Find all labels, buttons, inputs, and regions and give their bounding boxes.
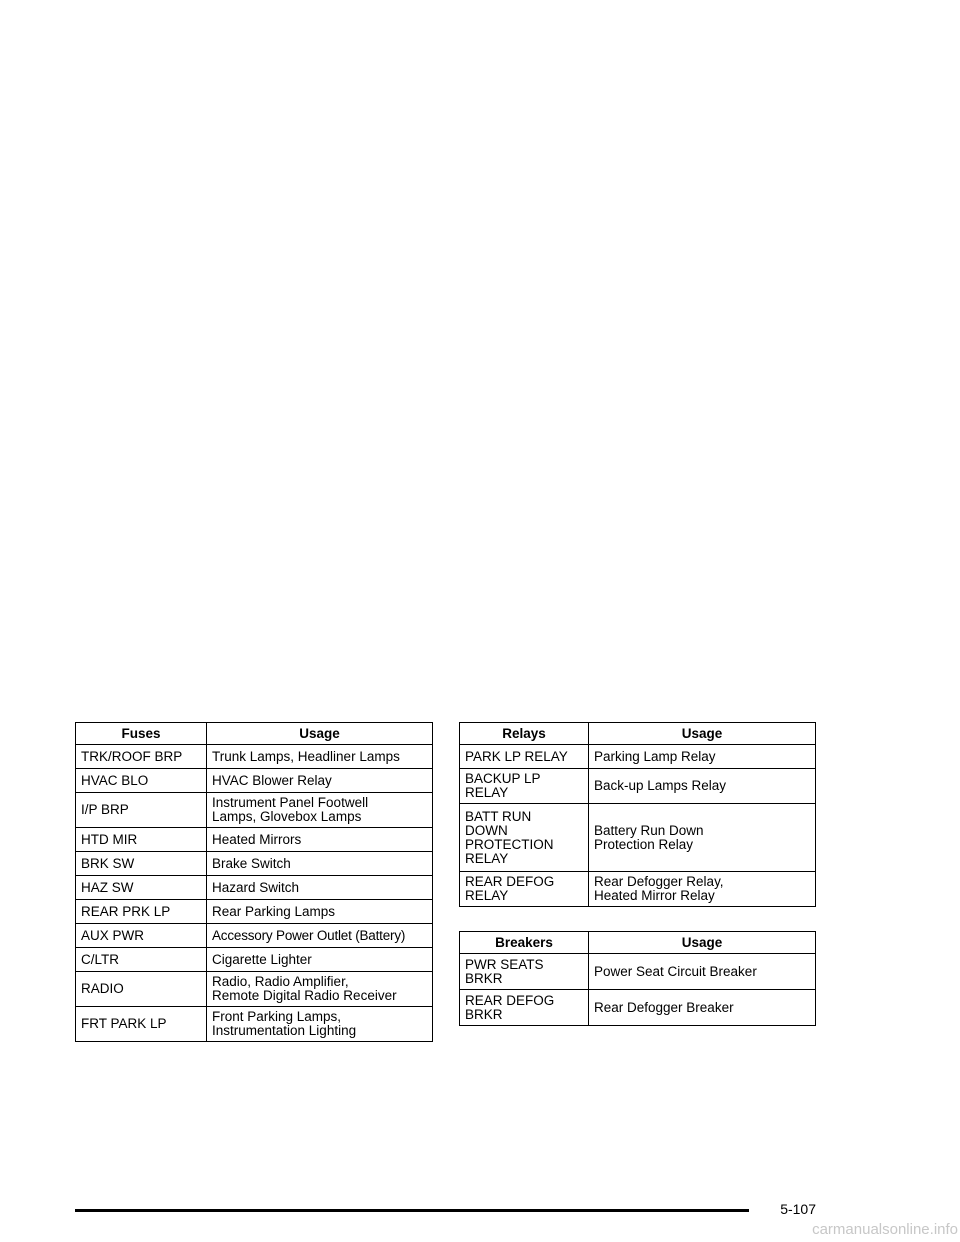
table-row <box>76 948 433 972</box>
fuse-usage-cell: Front Parking Lamps, Instrumentation Lighting <box>207 1007 433 1042</box>
fuse-usage-cell: Rear Parking Lamps <box>207 900 433 924</box>
relays-table <box>459 722 816 907</box>
fuse-usage-cell: Trunk Lamps, Headliner Lamps <box>207 745 433 769</box>
relay-name-cell: BACKUP LP RELAY <box>460 769 589 804</box>
relay-name-cell: REAR DEFOG RELAY <box>460 872 589 907</box>
fuse-usage-cell: Instrument Panel Footwell Lamps, Glovebox Lamps <box>207 793 433 828</box>
relay-usage-cell: Back-up Lamps Relay <box>589 769 816 804</box>
breakers-header: Breakers <box>460 932 589 954</box>
relay-usage-cell: Battery Run Down Protection Relay <box>589 804 816 872</box>
table-row <box>76 900 433 924</box>
table-row <box>460 954 816 990</box>
relay-name-cell: PARK LP RELAY <box>460 745 589 769</box>
fuse-name-cell: C/LTR <box>76 948 207 972</box>
usage-header: Usage <box>589 932 816 954</box>
fuses-table <box>75 722 433 1042</box>
fuse-name-cell: RADIO <box>76 972 207 1007</box>
table-row <box>76 852 433 876</box>
relay-usage-cell: Rear Defogger Relay, Heated Mirror Relay <box>589 872 816 907</box>
fuse-usage-cell: Heated Mirrors <box>207 828 433 852</box>
fuse-name-cell: AUX PWR <box>76 924 207 948</box>
fuses-header: Fuses <box>76 723 207 745</box>
table-row <box>76 745 433 769</box>
relays-header: Relays <box>460 723 589 745</box>
fuse-usage-cell: HVAC Blower Relay <box>207 769 433 793</box>
page-number: 5-107 <box>780 1201 816 1217</box>
fuse-name-cell: BRK SW <box>76 852 207 876</box>
fuse-name-cell: FRT PARK LP <box>76 1007 207 1042</box>
fuse-name-cell: HTD MIR <box>76 828 207 852</box>
breaker-usage-cell: Power Seat Circuit Breaker <box>589 954 816 990</box>
table-row <box>76 828 433 852</box>
table-row <box>76 1007 433 1042</box>
table-row <box>460 990 816 1026</box>
table-row <box>76 876 433 900</box>
fuse-name-cell: I/P BRP <box>76 793 207 828</box>
relay-usage-cell: Parking Lamp Relay <box>589 745 816 769</box>
watermark: carmanualsonline.info <box>812 1221 958 1238</box>
table-row <box>76 924 433 948</box>
fuse-usage-cell: Cigarette Lighter <box>207 948 433 972</box>
usage-header: Usage <box>589 723 816 745</box>
usage-header: Usage <box>207 723 433 745</box>
fuse-name-cell: TRK/ROOF BRP <box>76 745 207 769</box>
relay-name-cell: BATT RUN DOWN PROTECTION RELAY <box>460 804 589 872</box>
breaker-name-cell: PWR SEATS BRKR <box>460 954 589 990</box>
table-row <box>76 972 433 1007</box>
table-row <box>460 872 816 907</box>
fuse-usage-cell: Brake Switch <box>207 852 433 876</box>
fuse-usage-cell: Accessory Power Outlet (Battery) <box>207 924 433 948</box>
breaker-usage-cell: Rear Defogger Breaker <box>589 990 816 1026</box>
breakers-table <box>459 931 816 1026</box>
breaker-name-cell: REAR DEFOG BRKR <box>460 990 589 1026</box>
fuse-usage-cell: Radio, Radio Amplifier, Remote Digital Radio Receiver <box>207 972 433 1007</box>
table-header-row <box>76 723 433 745</box>
fuse-name-cell: REAR PRK LP <box>76 900 207 924</box>
table-row <box>460 804 816 872</box>
table-header-row <box>460 932 816 954</box>
footer-rule <box>75 1209 749 1212</box>
table-row <box>76 769 433 793</box>
table-row <box>460 745 816 769</box>
fuse-usage-cell: Hazard Switch <box>207 876 433 900</box>
table-row <box>76 793 433 828</box>
fuse-name-cell: HAZ SW <box>76 876 207 900</box>
fuse-name-cell: HVAC BLO <box>76 769 207 793</box>
table-header-row <box>460 723 816 745</box>
table-row <box>460 769 816 804</box>
